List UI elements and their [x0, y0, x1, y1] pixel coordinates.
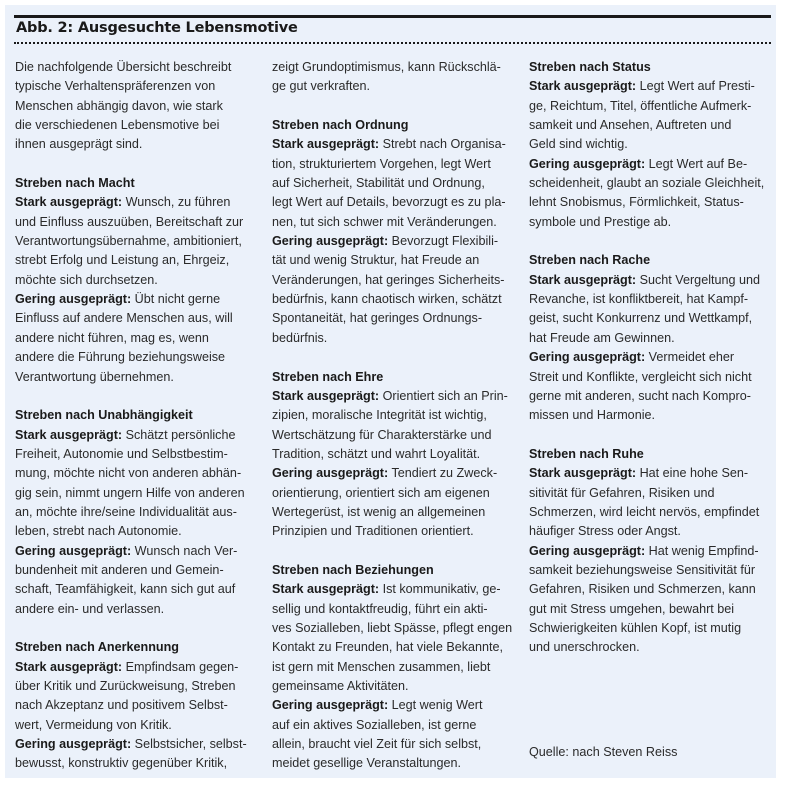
intro-paragraph [15, 58, 265, 155]
gering-text: scheidenheit, glaubt an soziale Gleichheit, [529, 176, 765, 191]
stark-text: Freiheit, Autonomie und Selbstbestim- [15, 446, 228, 461]
gering-text: Veränderungen, hat geringes Sicherheits- [272, 272, 505, 287]
stark-text: gig sein, nimmt ungern Hilfe von anderen [15, 485, 245, 500]
figure-panel [5, 5, 776, 778]
gering-text: lehnt Snobismus, Förmlichkeit, Status- [529, 195, 744, 210]
column-2 [272, 58, 524, 774]
stark-text: Tradition, schätzt und wahrt Loyalität. [272, 446, 481, 461]
gering-label: Gering ausgeprägt: [15, 292, 132, 307]
gering-text: Wunsch nach Ver- [134, 543, 238, 558]
stark-text: Orientiert sich an Prin- [382, 388, 508, 403]
gering-text: bewusst, konstruktiv gegenüber Kritik, [15, 756, 228, 771]
stark-text: und Einfluss auszuüben, Bereitschaft zur [15, 214, 244, 229]
intro-line: ihnen ausgeprägt sind. [15, 137, 143, 152]
section-macht [15, 174, 265, 387]
gering-text: Legt Wert auf Be- [648, 156, 748, 171]
stark-label: Stark ausgeprägt: [272, 582, 380, 597]
column-3 [529, 58, 777, 658]
stark-text: auf Sicherheit, Stabilität und Ordnung, [272, 176, 485, 191]
stark-text: nach Akzeptanz und positivem Selbst- [15, 698, 228, 713]
stark-text: Verantwortungsübernahme, ambitioniert, [15, 234, 242, 249]
section-heading: Streben nach Status [529, 60, 651, 74]
stark-text: strebt Erfolg und Leistung an, Ehrgeiz, [15, 253, 230, 268]
stark-text: Schätzt persönliche [125, 427, 236, 442]
gering-label: Gering ausgeprägt: [529, 543, 646, 558]
stark-text: über Kritik und Zurückweisung, Streben [15, 679, 236, 693]
stark-label: Stark ausgeprägt: [272, 137, 380, 152]
column-1 [15, 58, 265, 774]
stark-text: häufiger Stress oder Angst. [529, 524, 681, 539]
gering-text: auf ein aktives Sozialleben, ist gerne [272, 717, 477, 732]
gering-text: bedürfnis, kann chaotisch wirken, schätzt [272, 292, 502, 307]
gering-text: symbole und Prestige ab. [529, 214, 672, 229]
gering-label: Gering ausgeprägt: [529, 156, 646, 171]
stark-text: möchte sich durchsetzen. [15, 272, 158, 287]
stark-text: tion, strukturiertem Vorgehen, legt Wert [272, 156, 491, 171]
stark-text: Hat eine hohe Sen- [639, 466, 749, 481]
section-heading: Streben nach Unabhängigkeit [15, 408, 193, 423]
gering-text: Schwierigkeiten kühlen Kopf, ist mutig [529, 620, 742, 635]
stark-text: legt Wert auf Details, bevorzugt es zu pla- [272, 195, 506, 210]
section-status [529, 58, 777, 232]
stark-text: samkeit und Ansehen, Auftreten und [529, 118, 732, 133]
stark-label: Stark ausgeprägt: [15, 659, 123, 674]
gering-text: andere ein- und verlassen. [15, 601, 165, 616]
intro-line: Menschen abhängig davon, wie stark [15, 98, 223, 113]
stark-text: an, möchte ihre/seine Individualität aus- [15, 504, 237, 519]
gering-text: Gefahren, Risiken und Schmerzen, kann [529, 582, 756, 597]
gering-label: Gering ausgeprägt: [15, 543, 132, 558]
stark-text: Geld sind wichtig. [529, 137, 628, 152]
gering-text: tät und wenig Struktur, hat Freude an [272, 253, 480, 268]
stark-text: Legt Wert auf Presti- [639, 79, 755, 94]
stark-text: wert, Vermeidung von Kritik. [15, 717, 172, 732]
stark-text: Schmerzen, wird leicht nervös, empfindet [529, 504, 760, 519]
gering-text: Legt wenig Wert [391, 698, 483, 713]
gering-text: Vermeidet eher [648, 350, 735, 365]
figure-title: Abb. 2: Ausgesuchte Lebensmotive [16, 20, 298, 36]
section-unabhaengigkeit [15, 406, 265, 619]
section-ehre [272, 368, 524, 542]
section-heading: Streben nach Anerkennung [15, 640, 179, 655]
gering-text: schaft, Teamfähigkeit, kann sich gut auf [15, 582, 236, 597]
stark-text: leben, strebt nach Autonomie. [15, 524, 182, 539]
gering-text: zeigt Grundoptimismus, kann Rückschlä- [272, 60, 501, 74]
gering-text: Streit und Konflikte, vergleicht sich nicht [529, 369, 752, 384]
stark-label: Stark ausgeprägt: [15, 195, 123, 210]
gering-text: Übt nicht gerne [134, 292, 221, 307]
stark-text: Revanche, ist konfliktbereit, hat Kampf- [529, 292, 749, 307]
stark-text: geist, sucht Konkurrenz und Wettkampf, [529, 311, 753, 326]
gering-text: Tendiert zu Zweck- [391, 466, 498, 481]
gering-text: Selbstsicher, selbst- [134, 737, 247, 752]
stark-text: sellig und kontaktfreudig, führt ein akti- [272, 601, 488, 616]
section-heading: Streben nach Ordnung [272, 118, 409, 133]
stark-label: Stark ausgeprägt: [15, 427, 123, 442]
gering-text: andere nicht führen, mag es, wenn [15, 330, 209, 345]
intro-line: typische Verhaltenspräferenzen von [15, 79, 216, 94]
gering-label: Gering ausgeprägt: [272, 698, 389, 713]
stark-text: Strebt nach Organisa- [382, 137, 506, 152]
stark-text: Kontakt zu Freunden, hat viele Bekannte, [272, 640, 504, 655]
gering-text: Spontaneität, hat geringes Ordnungs- [272, 311, 483, 326]
stark-label: Stark ausgeprägt: [529, 272, 637, 287]
stark-text: Wunsch, zu führen [125, 195, 231, 210]
gering-text: Verantwortung übernehmen. [15, 369, 174, 384]
section-heading: Streben nach Ehre [272, 369, 384, 384]
gering-text: allein, braucht viel Zeit für sich selbst, [272, 737, 482, 752]
stark-text: nen, tut sich schwer mit Veränderungen. [272, 214, 497, 229]
gering-text: Bevorzugt Flexibili- [391, 234, 499, 249]
intro-line: die verschiedenen Lebensmotive bei [15, 118, 220, 133]
top-rule [14, 15, 771, 18]
stark-text: ge, Reichtum, Titel, öffentliche Aufmerk- [529, 98, 752, 113]
stark-text: Wertschätzung für Charakterstärke und [272, 427, 492, 442]
section-anerkennung [15, 638, 265, 773]
dotted-divider [14, 42, 771, 44]
gering-text: orientierung, orientiert sich am eigenen [272, 485, 490, 500]
gering-text: andere die Führung beziehungsweise [15, 350, 226, 365]
gering-text: Wertegerüst, ist wenig an allgemeinen [272, 504, 486, 519]
gering-text: Hat wenig Empfind- [648, 543, 759, 558]
stark-label: Stark ausgeprägt: [529, 466, 637, 481]
section-beziehungen [272, 561, 524, 774]
gering-label: Gering ausgeprägt: [15, 737, 132, 752]
gering-label: Gering ausgeprägt: [272, 234, 389, 249]
gering-label: Gering ausgeprägt: [272, 466, 389, 481]
stark-text: Empfindsam gegen- [125, 659, 239, 674]
gering-text: samkeit beziehungsweise Sensitivität für [529, 562, 756, 577]
section-heading: Streben nach Macht [15, 176, 135, 191]
gering-text: bedürfnis. [272, 330, 328, 345]
gering-label: Gering ausgeprägt: [529, 350, 646, 365]
stark-text: ist gern mit Menschen zusammen, liebt [272, 659, 491, 674]
gering-text: und unerschrocken. [529, 640, 640, 655]
stark-label: Stark ausgeprägt: [529, 79, 637, 94]
gering-text: gerne mit anderen, sucht nach Kompro- [529, 388, 751, 403]
gering-text: meidet gesellige Veranstaltungen. [272, 756, 462, 771]
gering-text: missen und Harmonie. [529, 408, 655, 423]
section-rache [529, 251, 777, 425]
stark-text: zipien, moralische Integrität ist wichtig, [272, 408, 487, 423]
stark-text: gemeinsame Aktivitäten. [272, 679, 409, 693]
section-anerkennung-continued [272, 58, 524, 97]
gering-text: Einfluss auf andere Menschen aus, will [15, 311, 233, 326]
stark-text: ves Sozialleben, liebt Spässe, pflegt engen [272, 620, 513, 635]
stark-text: mung, möchte nicht von anderen abhän- [15, 466, 242, 481]
section-ruhe [529, 445, 777, 658]
gering-text: gut mit Stress umgehen, bewahrt bei [529, 601, 735, 616]
section-heading: Streben nach Beziehungen [272, 562, 434, 577]
section-ordnung [272, 116, 524, 348]
section-heading: Streben nach Ruhe [529, 446, 644, 461]
stark-text: Ist kommunikativ, ge- [382, 582, 501, 597]
gering-text: ge gut verkraften. [272, 79, 371, 94]
stark-text: sitivität für Gefahren, Risiken und [529, 485, 715, 500]
section-heading: Streben nach Rache [529, 253, 651, 268]
gering-text: bundenheit mit anderen und Gemein- [15, 562, 224, 577]
stark-text: hat Freude am Gewinnen. [529, 330, 675, 345]
source-note: Quelle: nach Steven Reiss [529, 745, 678, 759]
gering-text: Prinzipien und Traditionen orientiert. [272, 524, 474, 539]
stark-label: Stark ausgeprägt: [272, 388, 380, 403]
stark-text: Sucht Vergeltung und [639, 272, 761, 287]
intro-line: Die nachfolgende Übersicht beschreibt [15, 60, 232, 74]
